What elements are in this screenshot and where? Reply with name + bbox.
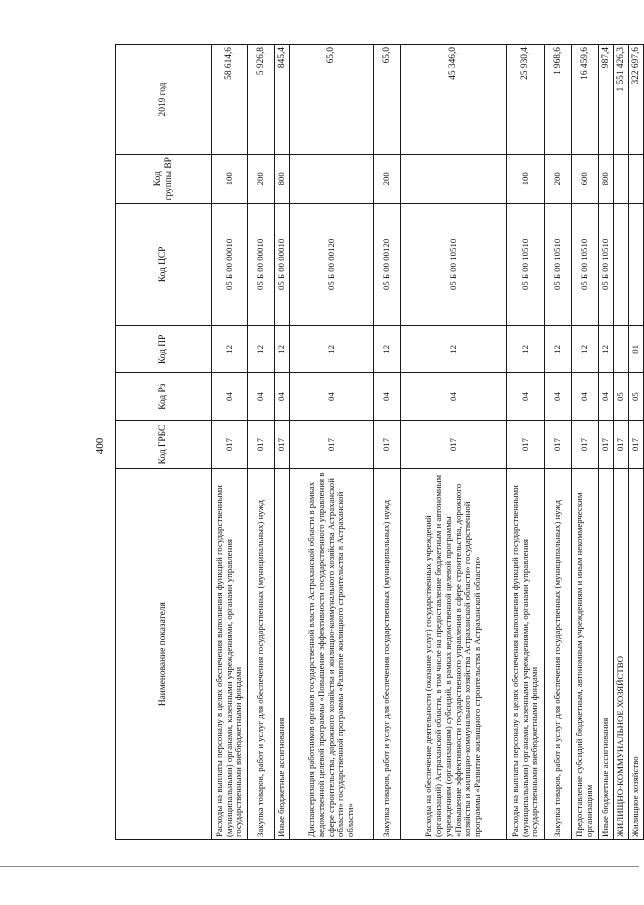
row-vr: 200	[545, 154, 572, 203]
row-grbs: 017	[507, 420, 545, 469]
row-pr: 12	[401, 326, 507, 373]
row-csr	[629, 203, 644, 326]
row-grbs: 017	[599, 420, 614, 469]
row-vr	[401, 154, 507, 203]
row-pr: 12	[248, 326, 275, 373]
row-pr	[614, 326, 629, 373]
scan-edge-line	[0, 866, 639, 867]
row-rz: 04	[572, 373, 599, 420]
row-pr: 12	[290, 326, 374, 373]
row-pr: 12	[572, 326, 599, 373]
row-rz: 04	[374, 373, 401, 420]
row-name: Жилищное хозяйство	[629, 469, 644, 840]
row-value: 845,4	[275, 45, 290, 155]
header-rz: Код Рз	[116, 373, 212, 420]
row-pr: 12	[212, 326, 248, 373]
row-rz: 05	[614, 373, 629, 420]
row-vr	[629, 154, 644, 203]
row-vr: 100	[507, 154, 545, 203]
row-grbs: 017	[212, 420, 248, 469]
row-csr: 05 Б 00 10510	[572, 203, 599, 326]
header-grbs: Код ГРБС	[116, 420, 212, 469]
table-row	[212, 45, 248, 840]
row-csr: 05 Б 00 00120	[374, 203, 401, 326]
row-name: Иные бюджетные ассигнования	[599, 469, 614, 840]
row-name: Закупка товаров, работ и услуг для обеспечения государственных (муниципальных) нужд	[545, 469, 572, 840]
row-vr: 800	[275, 154, 290, 203]
header-year: 2019 год	[116, 45, 212, 155]
row-grbs: 017	[572, 420, 599, 469]
row-pr: 12	[275, 326, 290, 373]
table-area	[115, 44, 641, 840]
row-pr: 12	[507, 326, 545, 373]
row-csr: 05 Б 00 00010	[212, 203, 248, 326]
row-grbs: 017	[290, 420, 374, 469]
table-row	[572, 45, 599, 840]
row-csr	[614, 203, 629, 326]
row-csr: 05 Б 00 00010	[275, 203, 290, 326]
row-grbs: 017	[248, 420, 275, 469]
header-vr: Код группы ВР	[116, 154, 212, 203]
table-row	[614, 45, 629, 840]
row-name: ЖИЛИЩНО-КОММУНАЛЬНОЕ ХОЗЯЙСТВО	[614, 469, 629, 840]
row-rz: 04	[545, 373, 572, 420]
row-rz: 04	[599, 373, 614, 420]
row-value: 322 697,6	[629, 45, 644, 155]
row-value: 65,0	[290, 45, 374, 155]
row-value: 65,0	[374, 45, 401, 155]
table-row	[401, 45, 507, 840]
table-row	[290, 45, 374, 840]
row-csr: 05 Б 00 10510	[545, 203, 572, 326]
row-value: 45 346,0	[401, 45, 507, 155]
row-vr	[614, 154, 629, 203]
row-name: Закупка товаров, работ и услуг для обеспечения государственных (муниципальных) нужд	[374, 469, 401, 840]
row-value: 1 551 426,3	[614, 45, 629, 155]
table-row	[599, 45, 614, 840]
row-vr: 200	[374, 154, 401, 203]
row-value: 1 968,6	[545, 45, 572, 155]
row-pr: 12	[599, 326, 614, 373]
table-row	[629, 45, 644, 840]
row-rz: 04	[507, 373, 545, 420]
row-name: Предоставление субсидий бюджетным, автономным учреждениям и иным некоммерческим организациям	[572, 469, 599, 840]
budget-table	[115, 44, 644, 840]
table-row	[374, 45, 401, 840]
row-vr: 200	[248, 154, 275, 203]
row-vr: 800	[599, 154, 614, 203]
row-name: Иные бюджетные ассигнования	[275, 469, 290, 840]
row-rz: 05	[629, 373, 644, 420]
table-row	[275, 45, 290, 840]
header-pr: Код ПР	[116, 326, 212, 373]
row-value: 58 614,6	[212, 45, 248, 155]
row-rz: 04	[248, 373, 275, 420]
row-name: Расходы на выплаты персоналу в целях обеспечения выполнения функций государственными (муниципальными) органами, казенными учреждениями, органами управления государственными внебюджетными фондами	[507, 469, 545, 840]
row-vr	[290, 154, 374, 203]
row-csr: 05 Б 00 00120	[290, 203, 374, 326]
row-rz: 04	[290, 373, 374, 420]
row-grbs: 017	[614, 420, 629, 469]
page-number: 400	[94, 437, 106, 455]
row-name: Расходы на обеспечение деятельности (оказание услуг) государственных учреждений (организаций) Астраханской области, в том числе на предоставление бюджетным и автономным учреждениям (организациям) субсидий, в рамках ведомственной целевой программы «Повышение эффективности государственного управления в сфере строительства, дорожного хозяйства и жилищно-коммунального хозяйства Астраханской области» государственной программы «Развитие жилищного строительства в Астраханской области»	[401, 469, 507, 840]
row-name: Расходы на выплаты персоналу в целях обеспечения выполнения функций государственными (муниципальными) органами, казенными учреждениями, органами управления государственными внебюджетными фондами	[212, 469, 248, 840]
row-rz: 04	[275, 373, 290, 420]
row-value: 987,4	[599, 45, 614, 155]
row-name: Диспансеризация работников органов государственной власти Астраханской области в рамках ведомственной целевой программы «Повышение эффективности государственного управления в сфере строительства, дорожного хозяйства и жилищно-коммунального хозяйства Астраханской области» государственной программы «Развитие жилищного строительства в Астраханской области»	[290, 469, 374, 840]
row-pr: 01	[629, 326, 644, 373]
header-name: Наименование показателя	[116, 469, 212, 840]
row-rz: 04	[212, 373, 248, 420]
header-csr: Код ЦСР	[116, 203, 212, 326]
row-grbs: 017	[629, 420, 644, 469]
row-value: 16 459,6	[572, 45, 599, 155]
row-value: 25 930,4	[507, 45, 545, 155]
row-csr: 05 Б 00 00010	[248, 203, 275, 326]
row-csr: 05 Б 00 10510	[401, 203, 507, 326]
row-csr: 05 Б 00 10510	[599, 203, 614, 326]
table-row	[248, 45, 275, 840]
row-grbs: 017	[374, 420, 401, 469]
row-vr: 100	[212, 154, 248, 203]
row-name: Закупка товаров, работ и услуг для обеспечения государственных (муниципальных) нужд	[248, 469, 275, 840]
table-row	[507, 45, 545, 840]
row-rz: 04	[401, 373, 507, 420]
row-grbs: 017	[545, 420, 572, 469]
row-pr: 12	[545, 326, 572, 373]
table-header-row	[116, 45, 212, 840]
row-vr: 600	[572, 154, 599, 203]
row-grbs: 017	[401, 420, 507, 469]
row-csr: 05 Б 00 10510	[507, 203, 545, 326]
row-value: 5 926,8	[248, 45, 275, 155]
rotated-table-container	[115, 44, 641, 840]
row-grbs: 017	[275, 420, 290, 469]
row-pr: 12	[374, 326, 401, 373]
table-row	[545, 45, 572, 840]
